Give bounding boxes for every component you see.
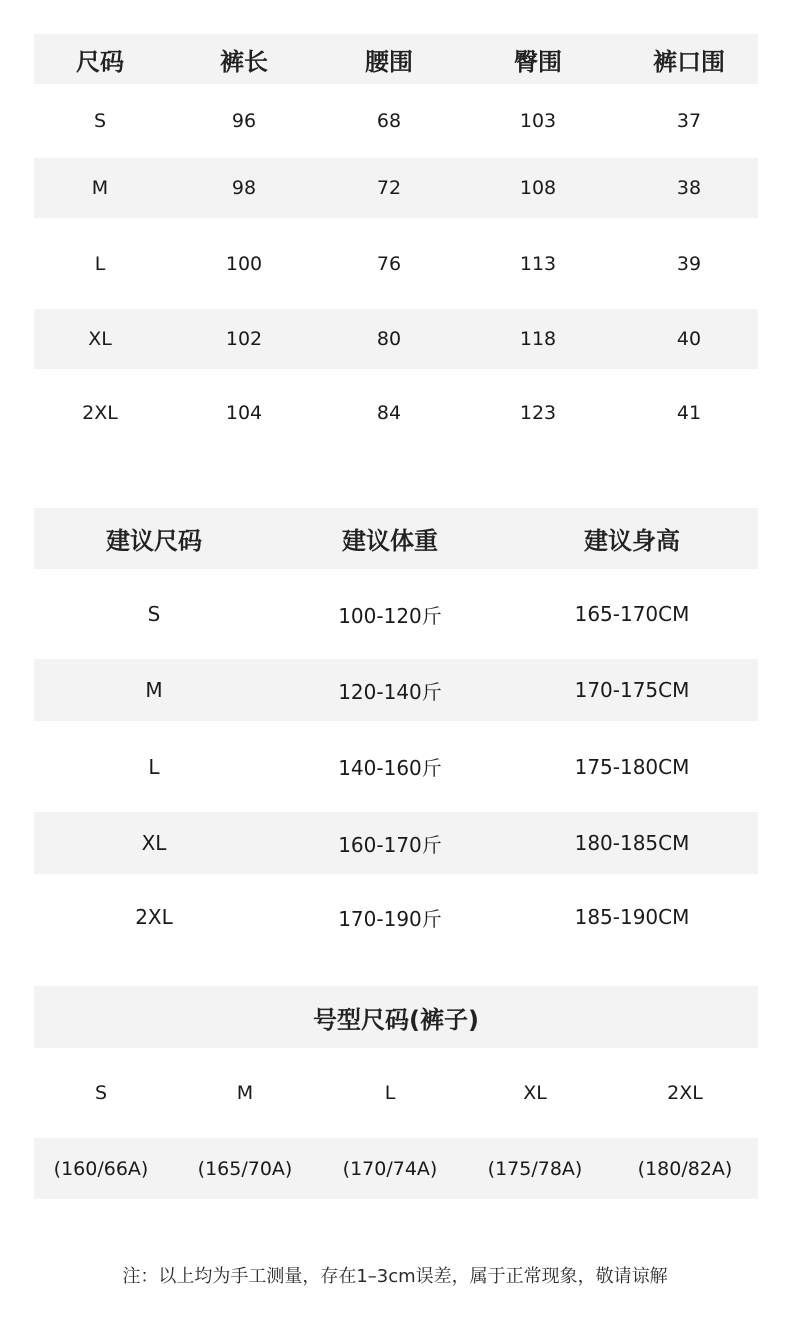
table-cell: 40 [676, 328, 702, 350]
table-cell: XL [141, 831, 167, 855]
table-cell: 41 [676, 402, 702, 424]
table-cell: 96 [231, 110, 257, 132]
table-cell: 72 [376, 177, 402, 199]
table-row [34, 721, 758, 812]
header-size: 尺码 [76, 47, 124, 76]
table-row [34, 1048, 758, 1138]
table-row [34, 1138, 758, 1199]
table-cell: 84 [376, 402, 402, 424]
size-label: L [384, 1082, 396, 1104]
header-length: 裤长 [220, 47, 268, 76]
table-cell: 165-170CM [574, 602, 690, 626]
header-waist: 腰围 [365, 47, 413, 76]
table-cell: 100 [225, 252, 263, 275]
table-cell: 180-185CM [574, 831, 690, 855]
size-label: M [236, 1082, 254, 1104]
table-header-row [34, 508, 758, 569]
size-code-title: 号型尺码(裤子) [313, 1005, 479, 1034]
header-recommended-height: 建议身高 [584, 527, 680, 555]
table-cell: 76 [376, 252, 402, 275]
table-row [34, 569, 758, 659]
table-cell: 37 [676, 110, 702, 132]
table-row [34, 309, 758, 369]
table-cell: 140-160斤 [338, 756, 442, 780]
table-cell: 102 [225, 328, 263, 350]
size-code: (170/74A) [342, 1157, 438, 1180]
table-header-row [34, 34, 758, 84]
size-label: XL [523, 1082, 547, 1104]
table-cell: 98 [231, 177, 257, 199]
table-cell: 170-175CM [574, 678, 690, 702]
table-cell: 185-190CM [574, 905, 690, 929]
measurement-table [34, 34, 758, 457]
table-cell: S [147, 602, 161, 626]
table-cell: L [94, 252, 106, 275]
table-cell: 123 [519, 402, 557, 424]
table-row [34, 158, 758, 218]
table-row [34, 84, 758, 158]
table-cell: M [91, 177, 109, 199]
table-title-row [34, 986, 758, 1048]
size-label: S [94, 1082, 108, 1104]
size-label: 2XL [667, 1082, 703, 1104]
table-cell: 38 [676, 177, 702, 199]
table-row [34, 218, 758, 309]
table-cell: 2XL [82, 402, 118, 424]
table-cell: 113 [519, 252, 557, 275]
table-cell: 175-180CM [574, 754, 690, 779]
size-code-table [34, 986, 758, 1199]
table-cell: S [93, 110, 107, 132]
table-cell: 100-120斤 [338, 603, 442, 628]
header-leg-opening: 裤口围 [653, 47, 725, 76]
header-recommended-weight: 建议体重 [342, 527, 438, 555]
table-row [34, 812, 758, 874]
recommendation-table [34, 508, 758, 960]
table-row [34, 369, 758, 457]
table-cell: 2XL [135, 905, 173, 929]
table-cell: 39 [676, 252, 702, 275]
table-row [34, 874, 758, 960]
size-code: (175/78A) [487, 1157, 583, 1180]
size-code: (160/66A) [53, 1157, 149, 1180]
table-cell: XL [88, 328, 112, 350]
measurement-note: 注：以上均为手工测量，存在1–3cm误差，属于正常现象，敬请谅解 [122, 1266, 668, 1287]
size-code: (180/82A) [637, 1157, 733, 1180]
table-cell: L [148, 754, 160, 779]
table-cell: 103 [519, 110, 557, 132]
table-cell: 108 [519, 177, 557, 199]
table-cell: 160-170斤 [338, 832, 442, 857]
table-row [34, 659, 758, 721]
header-recommended-size: 建议尺码 [106, 527, 202, 555]
table-cell: 80 [376, 328, 402, 350]
table-cell: 118 [519, 328, 557, 350]
table-cell: 104 [225, 402, 263, 424]
table-cell: 68 [376, 110, 402, 132]
table-cell: M [145, 678, 163, 702]
table-cell: 170-190斤 [338, 906, 442, 931]
table-cell: 120-140斤 [338, 679, 442, 704]
size-code: (165/70A) [197, 1157, 293, 1180]
header-hip: 臀围 [514, 47, 562, 76]
